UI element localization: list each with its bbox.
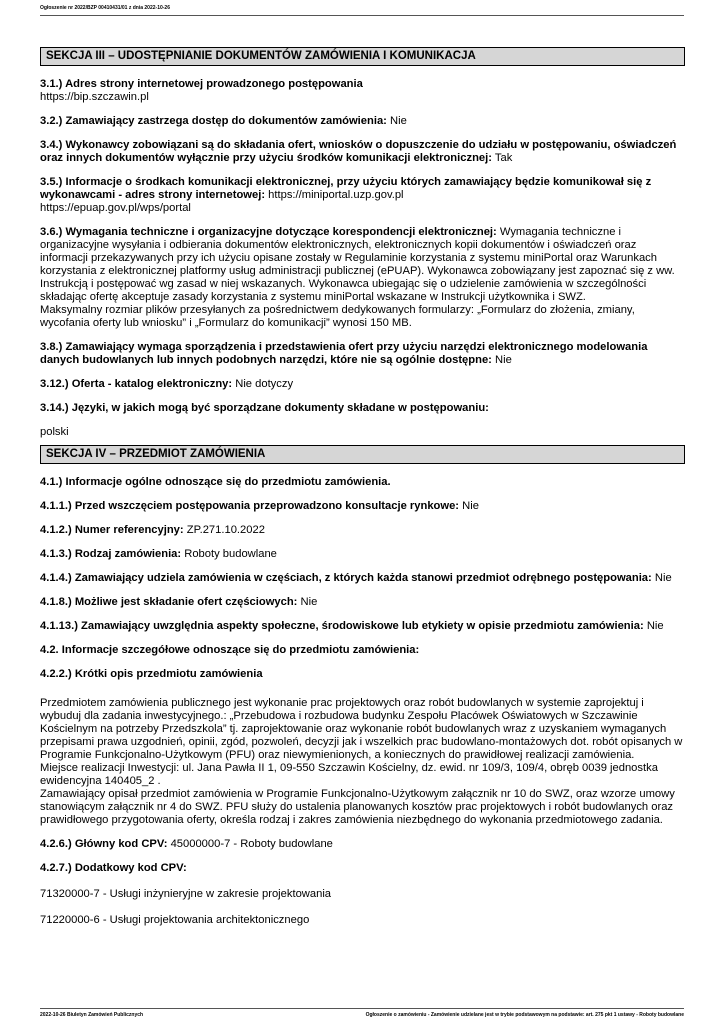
item-4-1-13 [40,620,685,633]
item-label: 4.2.2.) Krótki opis przedmiotu zamówienia [40,668,263,680]
item-value: Tak [494,152,513,164]
item-value: Nie [646,620,664,632]
item-label: 3.1.) Adres strony internetowej prowadzonego postępowania [40,78,363,90]
document-body [40,47,685,940]
footer-divider [40,1008,684,1009]
notice-header: Ogłoszenie nr 2022/BZP 00410431/01 z dnia 2022-10-26 [40,5,170,11]
item-value: Wymagania techniczne i organizacyjne wysyłania i odbierania dokumentów elektronicznych, elektronicznych kopii dokumentów i oświadczeń oraz informacji przekazywanych przy ich użyciu opisane zostały w Regulaminie korzystania z systemu miniPortal oraz Warunkach korzystania z elektronicznej platformy usług administracji publicznej (ePUAP). Wykonawca zobowiązany jest zapoznać się z ww. Instrukcją i postępować wg zasad w niej wskazanych. Wykonawca ubiegając się o udzielenie zamówienia w szczególności składając ofertę akceptuje zasady korzystania z systemu miniPortal wskazane w Instrukcji użytkownika i SWZ. [40,226,675,303]
item-label: 4.1.2.) Numer referencyjny: [40,524,184,536]
item-value: Nie [462,500,479,512]
item-4-1-4 [40,572,685,585]
item-value: Nie [495,354,512,366]
item-label: 3.5.) Informacje o środkach komunikacji elektronicznej, przy użyciu których zamawiający będzie komunikował się z wykonawcami - adres strony internetowej: [40,176,652,201]
section-3-title: SEKCJA III – UDOSTĘPNIANIE DOKUMENTÓW ZAMÓWIENIA I KOMUNIKACJA [40,47,685,66]
item-4-1-3 [40,548,685,561]
item-4-2-6 [40,838,685,851]
item-4-2-2-description: Przedmiotem zamówienia publicznego jest wykonanie prac projektowych oraz robót budowlanych w systemie zaprojektuj i wybuduj dla zadania inwestycyjnego.: „Przebudowa i rozbudowa budynku Zespołu Placówek Oświatowych w Szczawinie Kościelnym na potrzeby Przedszkola” tj. zaprojektowanie oraz wykonanie robót budowlanych wraz z uzyskaniem wymaganych przepisami prawa uzgodnień, opinii, zgód, pozwoleń, decyzji jak i wszelkich prac budowlano-montażowych dot. robót opisanych w Programie Funkcjonalno-Użytkowym (PFU) oraz niewymienionych, a koniecznych do prawidłowej realizacji zamówienia. Miejsce realizacji Inwestycji: ul. Jana Pawła II 1, 09-550 Szczawin Kościelny, dz. ewid. nr 109/3, 109/4, obręb 0039 jednostka ewidencyjna 140405_2 . Zamawiający opisał przedmiot zamówienia w Programie Funkcjonalno-Użytkowym załącznik nr 10 do SWZ, oraz wzorze umowy stanowiącym załącznik nr 4 do SWZ. PFU służy do ustalenia planowanych kosztów prac projektowych i robót budowlanych oraz prawidłowego przygotowania oferty, określa rodzaj i zakres zamówienia niezbędnego do wykonania przedmiotowego zadania. [40,697,683,826]
item-3-1 [40,78,685,104]
item-4-1-2 [40,524,685,537]
item-label: 4.1.) Informacje ogólne odnoszące się do przedmiotu zamówienia. [40,476,391,488]
item-3-5 [40,176,685,215]
item-label: 3.2.) Zamawiający zastrzega dostęp do dokumentów zamówienia: [40,115,387,127]
item-4-1-1 [40,500,685,513]
item-label: 4.1.3.) Rodzaj zamówienia: [40,548,182,560]
item-value: Nie [654,572,672,584]
cpv-additional-item: 71220000-6 - Usługi projektowania architektonicznego [40,914,310,926]
item-4-2-2 [40,668,685,681]
cpv-additional-item: 71320000-7 - Usługi inżynieryjne w zakresie projektowania [40,888,332,900]
item-value: Roboty budowlane [184,548,277,560]
item-label: 3.12.) Oferta - katalog elektroniczny: [40,378,233,390]
item-label: 4.2. Informacje szczegółowe odnoszące się do przedmiotu zamówienia: [40,644,420,656]
item-label: 4.1.1.) Przed wszczęciem postępowania przeprowadzono konsultacje rynkowe: [40,500,460,512]
item-3-14 [40,402,685,415]
item-value: Nie [300,596,318,608]
item-label: 4.2.6.) Główny kod CPV: [40,838,168,850]
item-3-8 [40,341,685,367]
item-value: Nie dotyczy [235,378,294,390]
item-value-2: https://epuap.gov.pl/wps/portal [40,202,191,214]
item-label: 3.4.) Wykonawcy zobowiązani są do składania ofert, wniosków o dopuszczenie do udziału w postępowaniu, oświadczeń oraz innych dokumentów wyłącznie przy użyciu środków komunikacji elektronicznej: [40,139,677,164]
item-3-4 [40,139,685,165]
item-value-2: Maksymalny rozmiar plików przesyłanych za pośrednictwem dedykowanych formularzy: „Formularz do złożenia, zmiany, wycofania oferty lub wniosku” i „Formularz do komunikacji” wynosi 150 MB. [40,304,635,329]
item-3-12 [40,378,685,391]
item-value: ZP.271.10.2022 [186,524,265,536]
item-3-6 [40,226,685,330]
item-value: https://miniportal.uzp.gov.pl [268,189,404,201]
item-4-1 [40,476,685,489]
item-label: 4.2.7.) Dodatkowy kod CPV: [40,862,187,874]
item-label: 4.1.8.) Możliwe jest składanie ofert częściowych: [40,596,298,608]
item-4-2-7 [40,862,685,875]
item-value: Nie [390,115,407,127]
item-3-14-value: polski [40,426,69,438]
item-4-1-8 [40,596,685,609]
item-4-2 [40,644,685,657]
item-3-2 [40,115,685,128]
item-label: 3.14.) Języki, w jakich mogą być sporządzane dokumenty składane w postępowaniu: [40,402,489,414]
item-label: 3.6.) Wymagania techniczne i organizacyjne dotyczące korespondencji elektronicznej: [40,226,497,238]
header-divider [40,15,684,16]
item-value: 45000000-7 - Roboty budowlane [170,838,333,850]
item-value: https://bip.szczawin.pl [40,91,149,103]
footer-right: Ogłoszenie o zamówieniu - Zamówienie udzielane jest w trybie podstawowym na podstawie: art. 275 pkt 1 ustawy - Roboty budowlane [365,1012,684,1018]
item-label: 4.1.4.) Zamawiający udziela zamówienia w częściach, z których każda stanowi przedmiot odrębnego postępowania: [40,572,652,584]
footer-left: 2022-10-26 Biuletyn Zamówień Publicznych [40,1012,144,1018]
section-4-title: SEKCJA IV – PRZEDMIOT ZAMÓWIENIA [40,445,685,464]
item-label: 4.1.13.) Zamawiający uwzględnia aspekty społeczne, środowiskowe lub etykiety w opisie przedmiotu zamówienia: [40,620,644,632]
item-label: 3.8.) Zamawiający wymaga sporządzenia i przedstawienia ofert przy użyciu narzędzi elektronicznego modelowania danych budowlanych lub innych podobnych narzędzi, które nie są ogólnie dostępne: [40,341,648,366]
